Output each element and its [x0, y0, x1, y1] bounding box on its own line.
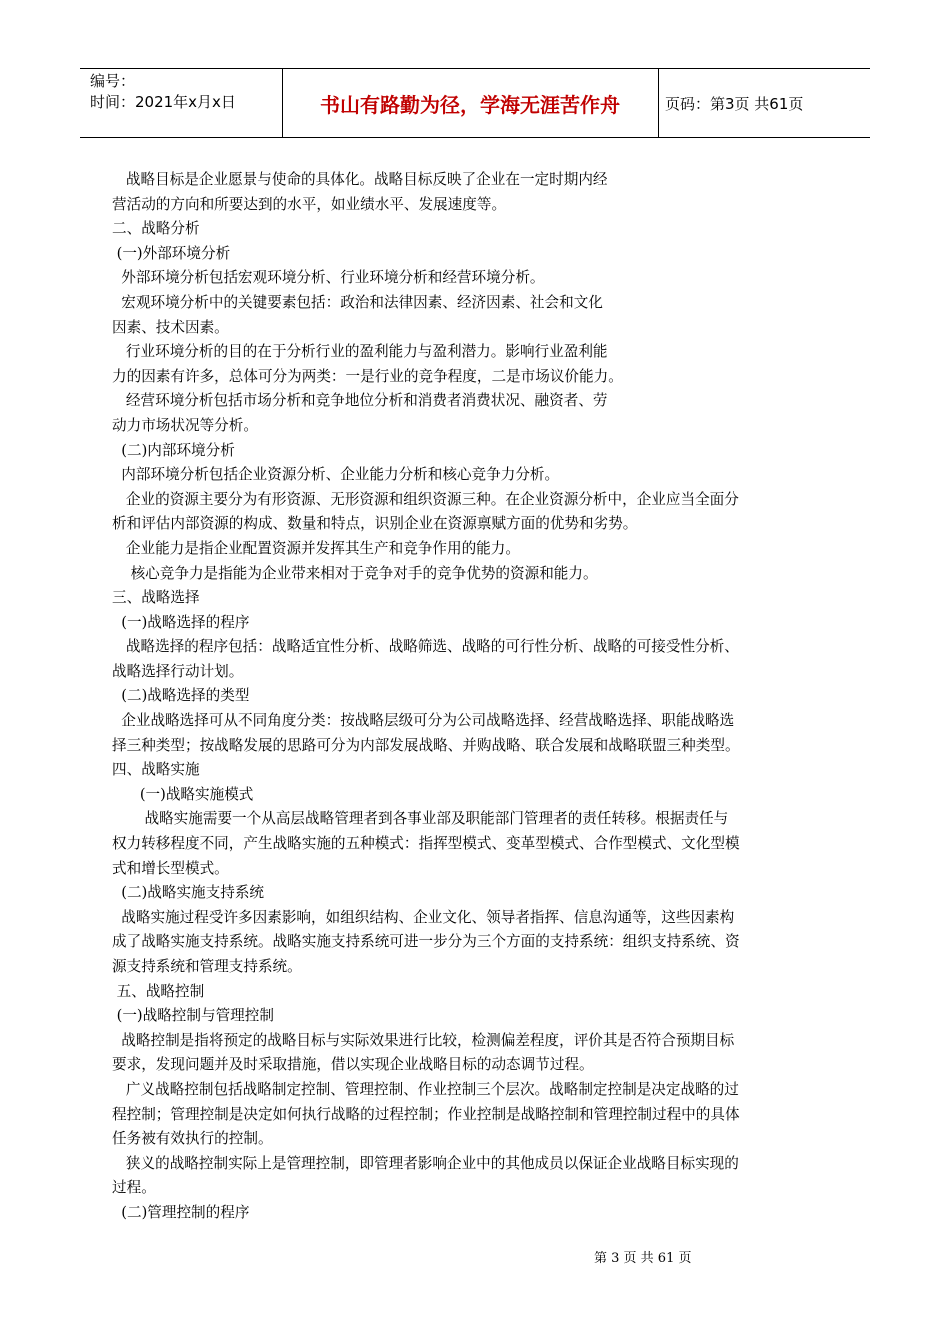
text-line: (二)内部环境分析 [112, 441, 235, 459]
text-line: 内部环境分析包括企业资源分析、企业能力分析和核心竞争力分析。 [112, 466, 560, 484]
header-meta [90, 71, 236, 113]
text-line: 企业战略选择可从不同角度分类：按战略层级可分为公司战略选择、经营战略选择、职能战略选 [112, 712, 735, 730]
text-line: 企业能力是指企业配置资源并发挥其生产和竞争作用的能力。 [112, 539, 520, 557]
text-line: 四、战略实施 [112, 761, 200, 779]
header-motto: 书山有路勤为径，学海无涯苦作舟 [320, 92, 620, 117]
text-line: 战略实施需要一个从高层战略管理者到各事业部及职能部门管理者的责任转移。根据责任与 [112, 810, 729, 828]
text-line: 宏观环境分析中的关键要素包括：政治和法律因素、经济因素、社会和文化 [112, 293, 603, 311]
text-line: 析和评估内部资源的构成、数量和特点，识别企业在资源禀赋方面的优势和劣势。 [112, 515, 638, 533]
header-page-number: 页码：第3页 共61页 [665, 94, 804, 113]
text-line: (二)战略实施支持系统 [112, 884, 265, 902]
header-divider-right [658, 69, 659, 137]
text-line: 广义战略控制包括战略制定控制、管理控制、作业控制三个层次。战略制定控制是决定战略的过 [112, 1080, 739, 1098]
text-line: 战略目标是企业愿景与使命的具体化。战略目标反映了企业在一定时期内经 [112, 171, 608, 188]
text-line: 狭义的战略控制实际上是管理控制，即管理者影响企业中的其他成员以保证企业战略目标实现的 [112, 1154, 739, 1172]
text-line: 择三种类型；按战略发展的思路可分为内部发展战略、并购战略、联合发展和战略联盟三种类型。 [112, 736, 740, 754]
document-number-label: 编号： [90, 72, 136, 90]
text-line: 五、战略控制 [112, 982, 205, 1000]
text-line: (一)战略控制与管理控制 [112, 1007, 274, 1025]
text-line: 程控制；管理控制是决定如何执行战略的过程控制；作业控制是战略控制和管理控制过程中的具体 [112, 1105, 740, 1123]
text-line: 行业环境分析的目的在于分析行业的盈利能力与盈利潜力。影响行业盈利能 [112, 343, 608, 361]
text-line: 任务被有效执行的控制。 [112, 1130, 273, 1148]
text-line: 外部环境分析包括宏观环境分析、行业环境分析和经营环境分析。 [112, 269, 545, 287]
document-date: 时间：2021年x月x日 [90, 93, 236, 111]
text-line: 战略选择行动计划。 [112, 662, 244, 680]
text-line: 战略实施过程受许多因素影响，如组织结构、企业文化、领导者指挥、信息沟通等，这些因素构 [112, 908, 735, 926]
text-line: (一)战略实施模式 [112, 785, 254, 803]
text-line: 动力市场状况等分析。 [112, 416, 258, 434]
document-body [112, 168, 842, 1226]
text-line: 过程。 [112, 1179, 156, 1197]
text-line: 二、战略分析 [112, 220, 200, 238]
text-line: (二)管理控制的程序 [112, 1203, 250, 1221]
text-line: 营活动的方向和所要达到的水平，如业绩水平、发展速度等。 [112, 195, 507, 213]
text-line: 权力转移程度不同，产生战略实施的五种模式：指挥型模式、变革型模式、合作型模式、文化型模 [112, 835, 740, 853]
page-footer: 第 3 页 共 61 页 [594, 1251, 692, 1266]
text-line: 企业的资源主要分为有形资源、无形资源和组织资源三种。在企业资源分析中，企业应当全面分 [112, 490, 739, 508]
page-header [80, 68, 870, 138]
text-line: 三、战略选择 [112, 589, 200, 607]
text-line: (二)战略选择的类型 [112, 687, 250, 705]
text-line: (一)战略选择的程序 [112, 613, 250, 631]
text-line: (一)外部环境分析 [112, 244, 231, 262]
text-line: 经营环境分析包括市场分析和竞争地位分析和消费者消费状况、融资者、劳 [112, 392, 608, 410]
text-line: 源支持系统和管理支持系统。 [112, 958, 302, 975]
text-line: 成了战略实施支持系统。战略实施支持系统可进一步分为三个方面的支持系统：组织支持系统、资 [112, 933, 740, 951]
text-line: 式和增长型模式。 [112, 859, 229, 877]
text-line: 战略选择的程序包括：战略适宜性分析、战略筛选、战略的可行性分析、战略的可接受性分析、 [112, 638, 739, 656]
text-line: 战略控制是指将预定的战略目标与实际效果进行比较，检测偏差程度，评价其是否符合预期目标 [112, 1031, 735, 1049]
text-line: 力的因素有许多，总体可分为两类：一是行业的竞争程度，二是市场议价能力。 [112, 367, 623, 385]
text-line: 要求，发现问题并及时采取措施，借以实现企业战略目标的动态调节过程。 [112, 1056, 594, 1074]
text-line: 核心竞争力是指能为企业带来相对于竞争对手的竞争优势的资源和能力。 [112, 564, 598, 582]
text-line: 因素、技术因素。 [112, 318, 229, 336]
